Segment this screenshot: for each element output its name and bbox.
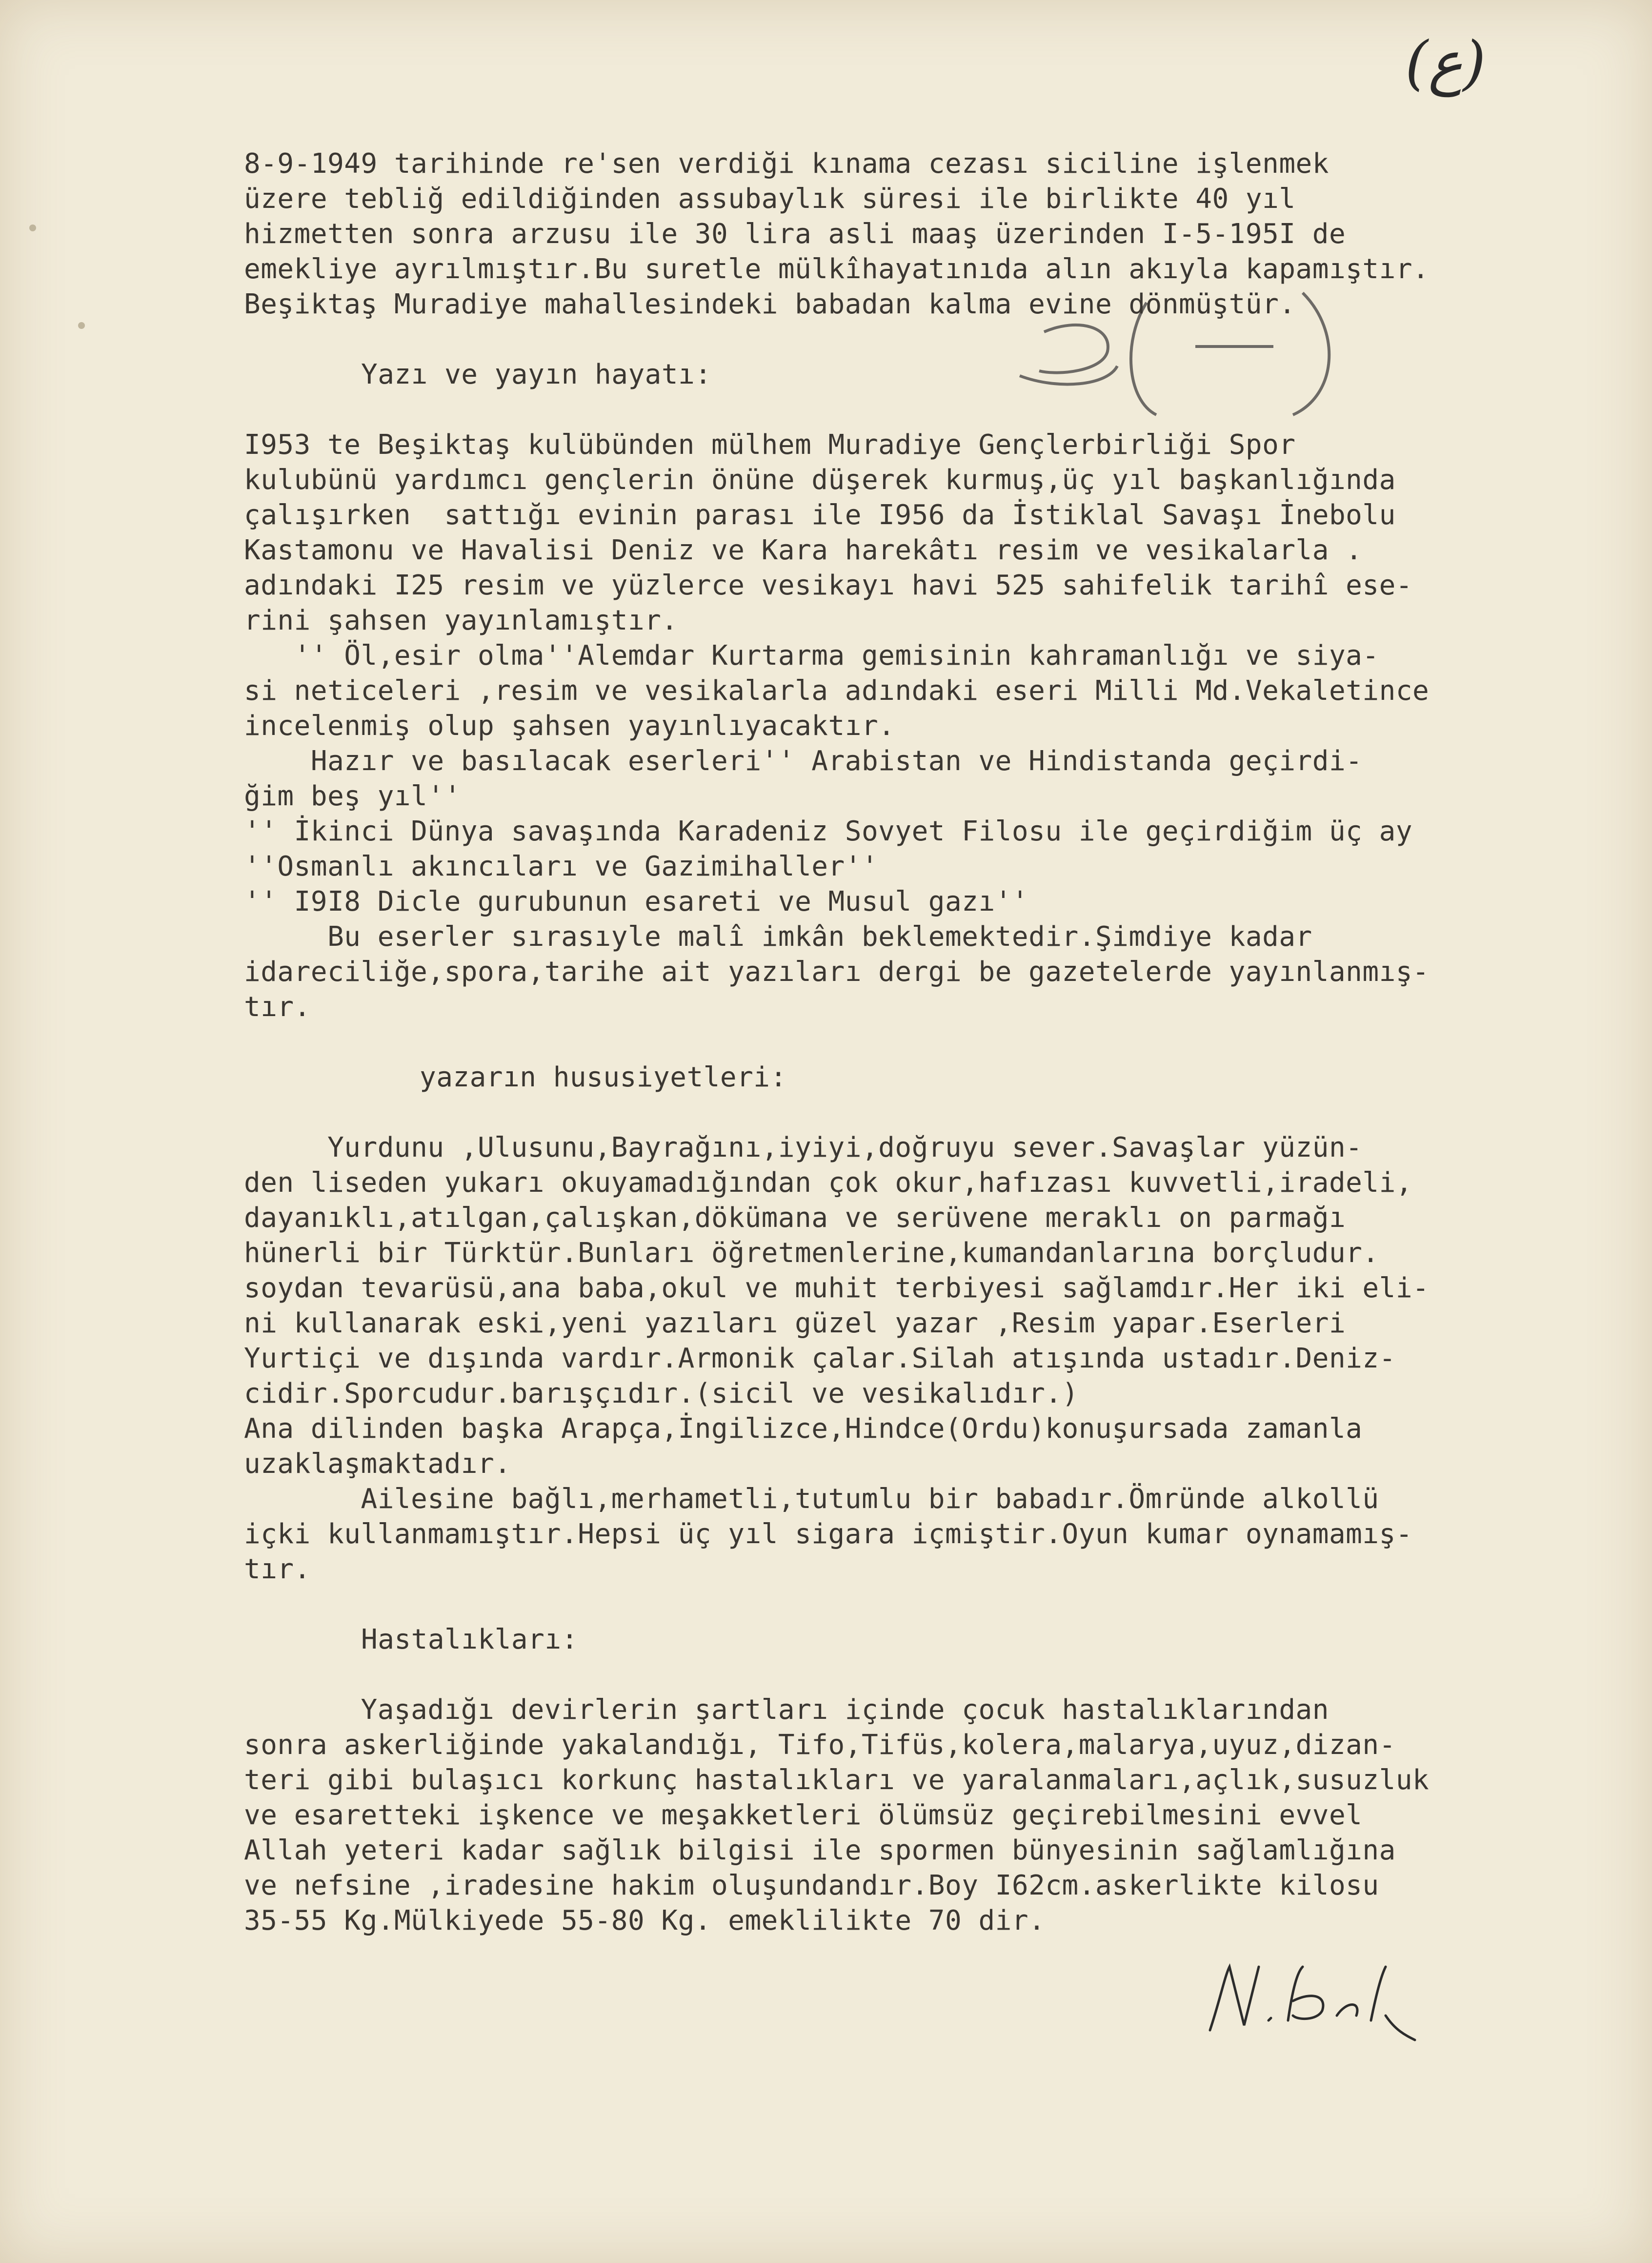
text-line: Bu eserler sırasıyle malî imkân beklemektedir.Şimdiye kadar — [244, 921, 1312, 953]
text-line: ve nefsine ,iradesine hakim oluşundandır.Boy I62cm.askerlikte kilosu — [244, 1870, 1379, 1901]
typed-body — [244, 146, 1610, 1938]
text-line: Yurtiçi ve dışında vardır.Armonik çalar.Silah atışında ustadır.Deniz- — [244, 1343, 1396, 1374]
text-line: Ana dilinden başka Arapça,İngilizce,Hindce(Ordu)konuşursada zamanla — [244, 1413, 1363, 1445]
text-line: içki kullanmamıştır.Hepsi üç yıl sigara içmiştir.Oyun kumar oynamamış- — [244, 1518, 1413, 1550]
punch-hole — [29, 224, 36, 231]
text-line: incelenmiş olup şahsen yayınlıyacaktır. — [244, 710, 895, 742]
paragraph-illnesses — [244, 1692, 1610, 1938]
text-line: 8-9-1949 tarihinde re'sen verdiği kınama cezası siciline işlenmek — [244, 148, 1329, 180]
text-line: ğim beş yıl'' — [244, 780, 461, 812]
text-line: Allah yeteri kadar sağlık bilgisi ile spormen bünyesinin sağlamlığına — [244, 1835, 1396, 1866]
page-number-mark: (ع) — [1405, 29, 1486, 97]
text-line: adındaki I25 resim ve yüzlerce vesikayı havi 525 sahifelik tarihî ese- — [244, 570, 1413, 601]
text-line: teri gibi bulaşıcı korkunç hastalıkları ve yaralanmaları,açlık,susuzluk — [244, 1764, 1430, 1796]
text-line: hizmetten sonra arzusu ile 30 lira asli maaş üzerinden I-5-195I de — [244, 218, 1363, 250]
text-line: kulubünü yardımcı gençlerin önüne düşerek kurmuş,üç yıl başkanlığında — [244, 464, 1396, 496]
text-line: den liseden yukarı okuyamadığından çok okur,hafızası kuvvetli,iradeli, — [244, 1167, 1413, 1199]
text-line: rini şahsen yayınlamıştır. — [244, 605, 678, 636]
heading-illnesses: Hastalıkları: — [361, 1624, 578, 1655]
punch-hole — [78, 322, 85, 329]
text-line: '' Öl,esir olma''Alemdar Kurtarma gemisinin kahramanlığı ve siya- — [244, 640, 1379, 672]
text-line: uzaklaşmaktadır. — [244, 1448, 511, 1480]
handwritten-signature — [1200, 1947, 1434, 2045]
text-line: sonra askerliğinde yakalandığı, Tifo,Tifüs,kolera,malarya,uyuz,dizan- — [244, 1729, 1396, 1761]
paragraph-author-features — [244, 1130, 1610, 1587]
paragraph-dismissal — [244, 146, 1610, 322]
text-line: Beşiktaş Muradiye mahallesindeki babadan kalma evine dönmüştür. — [244, 288, 1296, 320]
text-line: Kastamonu ve Havalisi Deniz ve Kara harekâtı resim ve vesikalarla . — [244, 534, 1363, 566]
text-line: üzere tebliğ edildiğinden assubaylık süresi ile birlikte 40 yıl — [244, 183, 1296, 215]
text-line: idareciliğe,spora,tarihe ait yazıları dergi be gazetelerde yayınlanmış- — [244, 956, 1430, 988]
text-line: Hazır ve basılacak eserleri'' Arabistan ve Hindistanda geçirdi- — [244, 745, 1363, 777]
text-line: ''Osmanlı akıncıları ve Gazimihaller'' — [244, 851, 879, 882]
text-line: ve esaretteki işkence ve meşakketleri ölümsüz geçirebilmesini evvel — [244, 1799, 1363, 1831]
text-line: ni kullanarak eski,yeni yazıları güzel yazar ,Resim yapar.Eserleri — [244, 1307, 1346, 1339]
text-line: cidir.Sporcudur.barışçıdır.(sicil ve vesikalıdır.) — [244, 1378, 1079, 1409]
text-line: tır. — [244, 1553, 311, 1585]
text-line: Ailesine bağlı,merhametli,tutumlu bir babadır.Ömründe alkollü — [244, 1483, 1379, 1515]
text-line: I953 te Beşiktaş kulübünden mülhem Muradiye Gençlerbirliği Spor — [244, 429, 1296, 461]
text-line: Yurdunu ,Ulusunu,Bayrağını,iyiyi,doğruyu sever.Savaşlar yüzün- — [244, 1132, 1363, 1163]
text-line: çalışırken sattığı evinin parası ile I956 da İstiklal Savaşı İnebolu — [244, 499, 1396, 531]
text-line: emekliye ayrılmıştır.Bu suretle mülkîhayatınıda alın akıyla kapamıştır. — [244, 253, 1430, 285]
text-line: Yaşadığı devirlerin şartları içinde çocuk hastalıklarından — [244, 1694, 1329, 1726]
text-line: dayanıklı,atılgan,çalışkan,dökümana ve serüvene meraklı on parmağı — [244, 1202, 1346, 1234]
heading-writing-life: Yazı ve yayın hayatı: — [361, 359, 712, 390]
heading-author-features: yazarın hususiyetleri: — [420, 1061, 787, 1093]
text-line: '' İkinci Dünya savaşında Karadeniz Sovyet Filosu ile geçirdiğim üç ay — [244, 815, 1413, 847]
text-line: tır. — [244, 991, 311, 1023]
text-line: soydan tevarüsü,ana baba,okul ve muhit terbiyesi sağlamdır.Her iki eli- — [244, 1272, 1430, 1304]
text-line: si neticeleri ,resim ve vesikalarla adındaki eseri Milli Md.Vekaletince — [244, 675, 1430, 707]
text-line: 35-55 Kg.Mülkiyede 55-80 Kg. emeklilikte 70 dir. — [244, 1905, 1046, 1937]
text-line: hünerli bir Türktür.Bunları öğretmenlerine,kumandanlarına borçludur. — [244, 1237, 1379, 1269]
paragraph-writing-life — [244, 428, 1610, 1025]
text-line: '' I9I8 Dicle gurubunun esareti ve Musul gazı'' — [244, 886, 1029, 917]
